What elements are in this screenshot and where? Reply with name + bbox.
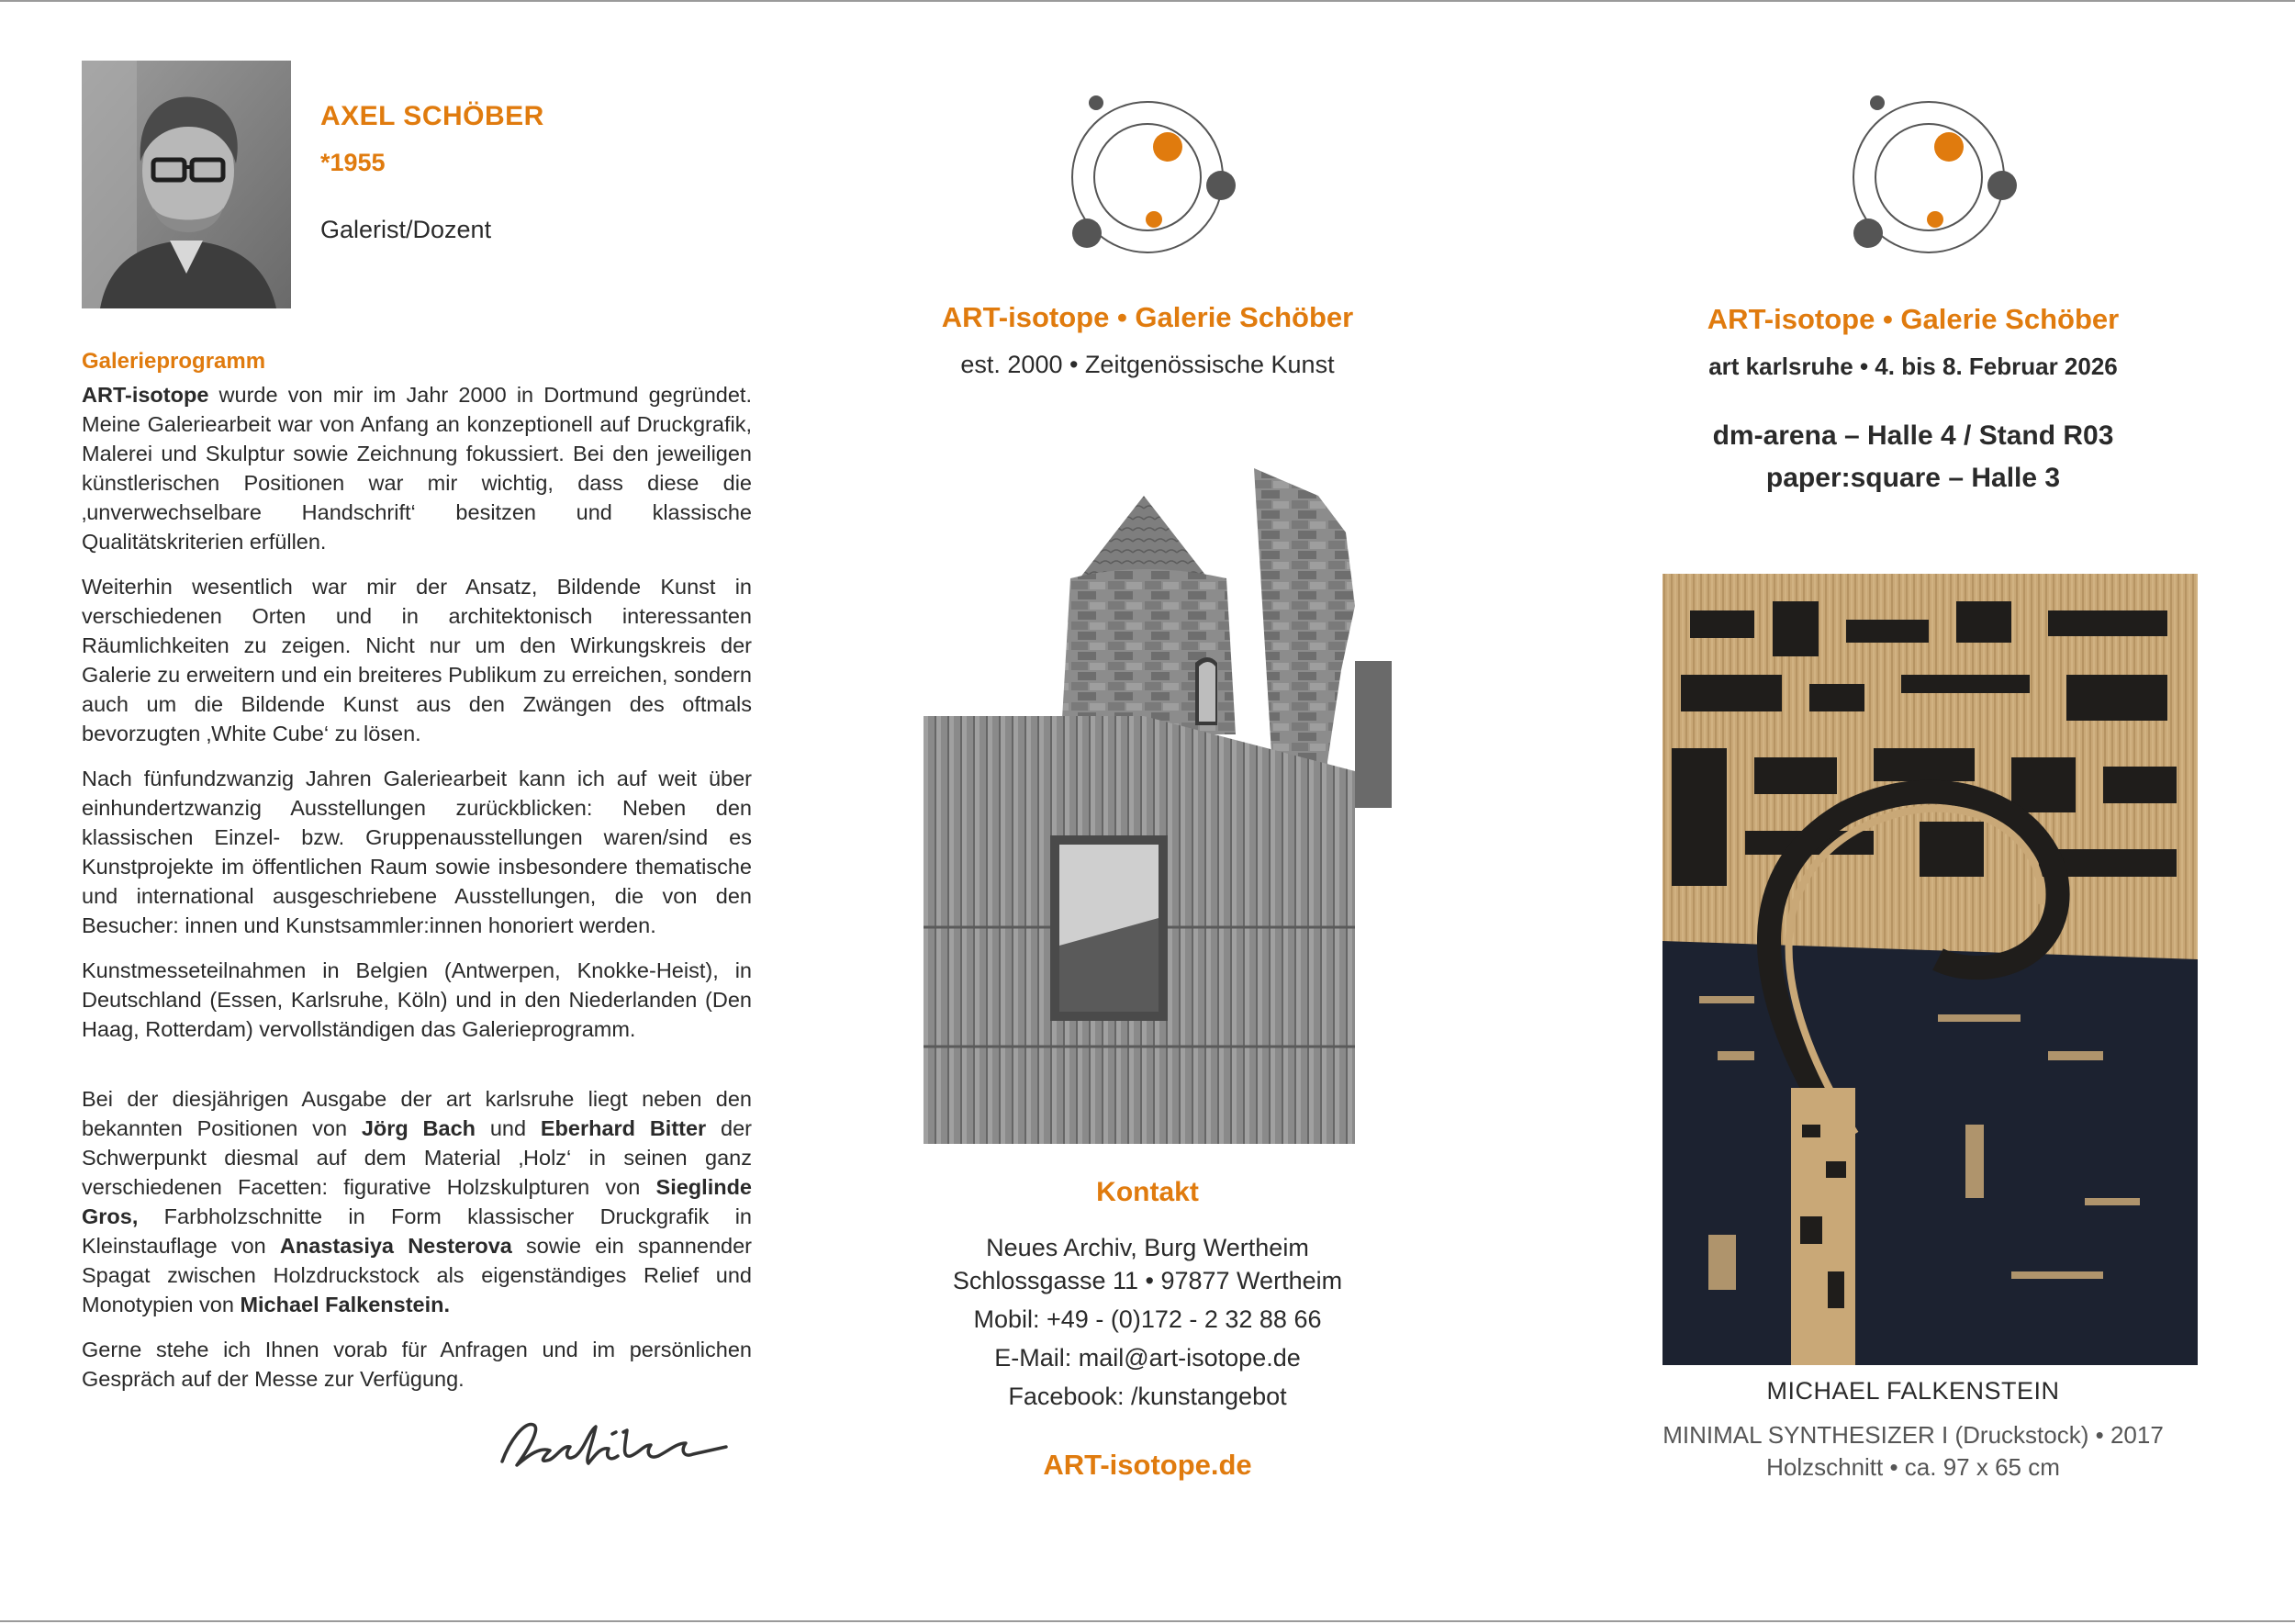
- artwork-technique: Holzschnitt • ca. 97 x 65 cm: [1766, 1453, 2060, 1481]
- profile-role: Galerist/Dozent: [320, 216, 492, 243]
- program-paragraph-4: Kunstmesseteilnahmen in Belgien (Antwerpen, Knokke-Heist), in Deutschland (Essen, Karlsruhe, Köln) und in den Niederlanden (Den Haag, Rotterdam) vervollständigen das Galerieprogramm.: [82, 958, 752, 1041]
- p5-text-1: Bei der diesjährigen Ausgabe der art karlsruhe liegt neben den bekannten Positionen von: [82, 1087, 752, 1140]
- castle-building-photo: [924, 459, 1394, 1144]
- portrait-photo: [82, 61, 291, 308]
- fair-event: art karlsruhe • 4. bis 8. Februar 2026: [1708, 353, 2118, 380]
- handwritten-signature: [497, 1405, 735, 1478]
- middle-panel: [765, 0, 1530, 1624]
- brand-name: ART-isotope: [82, 383, 209, 407]
- program-paragraph-1: [82, 380, 752, 556]
- profile-block: [320, 101, 544, 244]
- artist-name: Anastasiya Nesterova: [279, 1234, 512, 1258]
- contact-phone: Mobil: +49 - (0)172 - 2 32 88 66: [973, 1305, 1322, 1333]
- atom-logo-icon: [1837, 90, 2021, 264]
- p1-text: wurde von mir im Jahr 2000 in Dortmund gegründet. Meine Galeriearbeit war von Anfang an konzeptionell auf Druckgrafik, Malerei und Skulptur sowie Zeichnung fokussiert. Bei den jeweiligen künstlerischen Positionen war mir wichtig, dass diese die ‚unverwechselbare Handschrift‘ besitzen und klassische Qualitätskriterien erfüllen.: [82, 383, 752, 554]
- artwork-woodblock-image: [1662, 574, 2198, 1365]
- profile-name: AXEL SCHÖBER: [320, 101, 544, 131]
- gallery-program-text: [82, 347, 752, 1409]
- contact-address-2: Schlossgasse 11 • 97877 Wertheim: [952, 1267, 1343, 1294]
- p5-text-4: Farbholzschnitte in Form klassischer Druckgrafik in Kleinstauflage von: [82, 1204, 752, 1258]
- artist-name: Sieglinde Gros,: [82, 1175, 752, 1228]
- program-paragraph-6: Gerne stehe ich Ihnen vorab für Anfragen und im persönlichen Gespräch auf der Messe zur Verfügung.: [82, 1338, 752, 1391]
- fair-gallery-title: ART-isotope • Galerie Schöber: [1707, 303, 2120, 335]
- artist-name: Michael Falkenstein.: [240, 1293, 451, 1316]
- artist-name: Jörg Bach: [361, 1116, 476, 1140]
- program-paragraph-5: [82, 1084, 752, 1319]
- artwork-artist: MICHAEL FALKENSTEIN: [1766, 1377, 2060, 1405]
- right-panel: [1530, 0, 2295, 1624]
- contact-address-1: Neues Archiv, Burg Wertheim: [986, 1234, 1309, 1261]
- p5-text-2: und: [476, 1116, 541, 1140]
- contact-facebook[interactable]: Facebook: /kunstangebot: [1008, 1383, 1287, 1410]
- p5-text-5: sowie ein spannender Spagat zwischen Holzdruckstock als eigenständiges Relief und Monotypien von: [82, 1234, 752, 1316]
- artist-name: Eberhard Bitter: [540, 1116, 707, 1140]
- website-link[interactable]: ART-isotope.de: [1043, 1449, 1252, 1481]
- program-paragraph-2: Weiterhin wesentlich war mir der Ansatz, Bildende Kunst in verschiedenen Orten und in architektonisch interessanten Räumlichkeiten zu zeigen. Nicht nur um den Wirkungskreis der Galerie zu erweitern und ein breiteres Publikum zu erreichen, sondern auch um die Bildende Kunst aus den Zwängen des oftmals bevorzugten ‚White Cube‘ zu lösen.: [82, 575, 752, 745]
- contact-heading: Kontakt: [1096, 1177, 1199, 1207]
- program-paragraph-3: Nach fünfundzwanzig Jahren Galeriearbeit kann ich auf weit über einhundertzwanzig Ausstellungen zurückblicken: Neben den klassischen Einzel- bzw. Gruppenausstellungen waren/sind es Kunstprojekte im öffentlichen Raum sowie insbesondere thematische und international ausgeschriebene Ausstellungen, die von den Besucher: innen und Kunstsammler:innen honoriert werden.: [82, 767, 752, 937]
- profile-born: *1955: [320, 149, 386, 176]
- fair-hall-1: dm-arena – Halle 4 / Stand R03: [1712, 420, 2114, 451]
- program-heading: Galerieprogramm: [82, 349, 266, 374]
- gallery-subtitle: est. 2000 • Zeitgenössische Kunst: [960, 351, 1335, 378]
- artwork-title: MINIMAL SYNTHESIZER I (Druckstock) • 2017: [1662, 1421, 2164, 1449]
- contact-email[interactable]: E-Mail: mail@art-isotope.de: [994, 1344, 1301, 1372]
- fair-hall-2: paper:square – Halle 3: [1765, 463, 2061, 493]
- gallery-title: ART-isotope • Galerie Schöber: [941, 301, 1354, 333]
- atom-logo-icon: [1056, 90, 1239, 264]
- p5-text-3: der Schwerpunkt diesmal auf dem Material ‚Holz‘ in seinen ganz verschiedenen Facetten: figurative Holzskulpturen von: [82, 1116, 752, 1199]
